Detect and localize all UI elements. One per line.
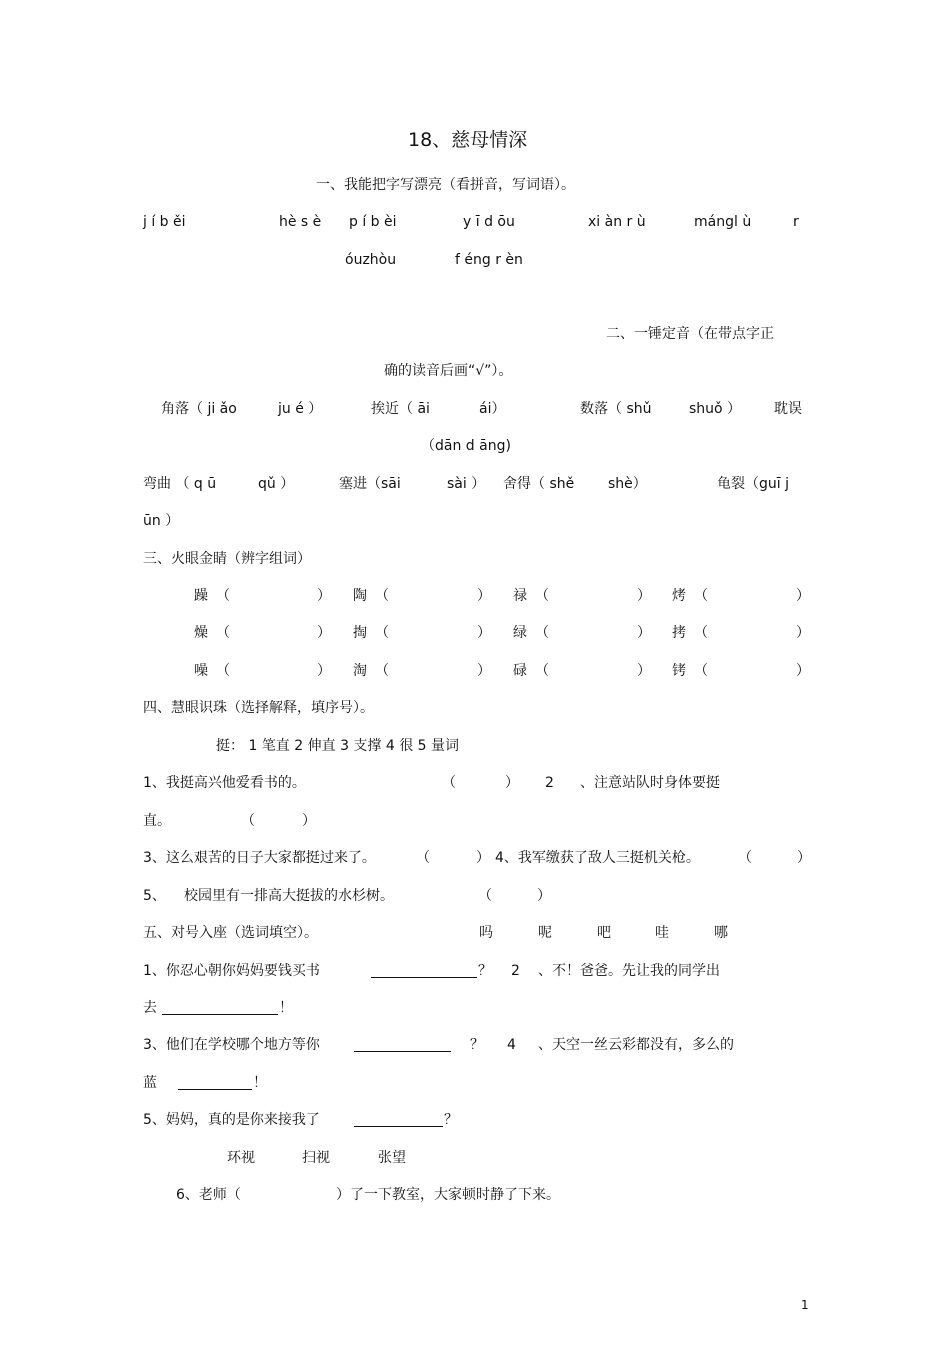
question-text: 3、他们在学校哪个地方等你 xyxy=(143,1037,320,1053)
paren-close: ） xyxy=(505,775,519,791)
word-choice: 环视 xyxy=(227,1150,255,1166)
paren-close: ） xyxy=(477,588,491,604)
pinyin-item: j í b ěi xyxy=(143,214,186,230)
question-number: 4 xyxy=(507,1037,516,1053)
question-text: 去 xyxy=(143,1000,157,1016)
paren-open: （ xyxy=(535,663,549,679)
section5-heading: 五、对号入座（选词填空）。 xyxy=(143,925,318,941)
paren-open: （ xyxy=(375,625,389,641)
pinyin-item: y ī d ōu xyxy=(463,214,515,230)
char-item: 烤 xyxy=(672,588,686,604)
reading-item: shuǒ ） xyxy=(689,401,742,417)
pinyin-item: r xyxy=(793,214,799,230)
section1-heading: 一、我能把字写漂亮（看拼音，写词语）。 xyxy=(316,177,575,193)
reading-item: （dān d āng) xyxy=(421,438,511,454)
paren-open: （ xyxy=(216,588,230,604)
question-text: 直。 xyxy=(143,813,171,829)
section2-heading: 二、一锤定音（在带点字正 xyxy=(606,326,774,342)
reading-item: 舍得（ shě xyxy=(503,476,575,492)
reading-item: sài ） xyxy=(447,476,486,492)
question-punct: ？ xyxy=(478,963,492,979)
paren-open: （ xyxy=(535,625,549,641)
fill-blank[interactable] xyxy=(178,1075,252,1090)
question-punct: ？ xyxy=(470,1037,484,1053)
section4-heading: 四、慧眼识珠（选择解释，填序号）。 xyxy=(143,700,374,716)
reading-item: ūn ） xyxy=(143,513,180,529)
reading-item: 耽误 xyxy=(774,401,802,417)
pinyin-item: p í b èi xyxy=(349,214,397,230)
question-text: 6、老师（ xyxy=(176,1187,241,1203)
paren-open: （ xyxy=(694,588,708,604)
char-item: 淘 xyxy=(353,663,367,679)
char-item: 绿 xyxy=(513,625,527,641)
pinyin-item: óuzhòu xyxy=(345,252,397,268)
paren-close: ） xyxy=(796,588,810,604)
fill-blank[interactable] xyxy=(354,1037,451,1052)
char-item: 噪 xyxy=(194,663,208,679)
reading-item: 角落（ ji ǎo xyxy=(161,401,237,417)
paren-open: （ xyxy=(216,625,230,641)
word-choice: 吧 xyxy=(597,925,611,941)
paren-open: （ xyxy=(478,888,492,904)
reading-item: 挨近（ āi xyxy=(371,401,430,417)
section3-heading: 三、火眼金睛（辨字组词） xyxy=(143,551,311,567)
paren-close: ） xyxy=(797,850,811,866)
reading-item: qǔ ） xyxy=(258,476,295,492)
page-title: 18、慈母情深 xyxy=(408,129,528,151)
question-number: 5、 xyxy=(143,888,166,904)
reading-item: shè） xyxy=(608,476,647,492)
pinyin-item: f éng r èn xyxy=(455,252,523,268)
question-text: ）了一下教室，大家顿时静了下来。 xyxy=(336,1187,560,1203)
paren-close: ） xyxy=(796,625,810,641)
reading-item: 弯曲 （ q ū xyxy=(143,476,217,492)
char-item: 掏 xyxy=(353,625,367,641)
page-number: 1 xyxy=(801,1298,809,1312)
paren-close: ） xyxy=(317,588,331,604)
question-text: 、天空一丝云彩都没有，多么的 xyxy=(538,1037,734,1053)
question-text: 4、我军缴获了敌人三挺机关枪。 xyxy=(495,850,700,866)
char-item: 躁 xyxy=(194,588,208,604)
char-item: 燥 xyxy=(194,625,208,641)
paren-close: ） xyxy=(302,813,316,829)
fill-blank[interactable] xyxy=(371,963,477,978)
char-item: 拷 xyxy=(672,625,686,641)
section2-heading-cont: 确的读音后画“√”）。 xyxy=(384,363,513,379)
reading-item: 塞进（sāi xyxy=(339,476,401,492)
question-text: 1、我挺高兴他爱看书的。 xyxy=(143,775,306,791)
question-text: 、注意站队时身体要挺 xyxy=(580,775,720,791)
paren-open: （ xyxy=(442,775,456,791)
paren-close: ） xyxy=(637,663,651,679)
question-punct: ！ xyxy=(253,1075,267,1091)
reading-item: ju é ） xyxy=(278,401,323,417)
paren-close: ） xyxy=(317,663,331,679)
pinyin-item: mángl ù xyxy=(694,214,752,230)
word-choice: 吗 xyxy=(479,925,493,941)
pinyin-item: xi àn r ù xyxy=(588,214,646,230)
paren-close: ） xyxy=(637,625,651,641)
paren-open: （ xyxy=(241,813,255,829)
paren-open: （ xyxy=(694,625,708,641)
fill-blank[interactable] xyxy=(162,1000,278,1015)
paren-open: （ xyxy=(694,663,708,679)
paren-close: ） xyxy=(476,850,490,866)
char-item: 陶 xyxy=(353,588,367,604)
reading-item: 龟裂（guī j xyxy=(717,476,789,492)
question-number: 2 xyxy=(545,775,554,791)
paren-close: ） xyxy=(477,663,491,679)
paren-open: （ xyxy=(216,663,230,679)
fill-blank[interactable] xyxy=(354,1112,443,1127)
char-item: 碌 xyxy=(513,663,527,679)
pinyin-item: hè s è xyxy=(279,214,322,230)
question-text: 1、你忍心朝你妈妈要钱买书 xyxy=(143,963,320,979)
reading-item: ái） xyxy=(479,401,506,417)
word-choice: 哪 xyxy=(714,925,728,941)
question-text: 5、妈妈，真的是你来接我了 xyxy=(143,1112,320,1128)
word-choice: 哇 xyxy=(655,925,669,941)
reading-item: 数落（ shǔ xyxy=(580,401,652,417)
definition-options: 挺： 1 笔直 2 伸直 3 支撑 4 很 5 量词 xyxy=(216,738,460,754)
question-number: 2 xyxy=(511,963,520,979)
paren-open: （ xyxy=(416,850,430,866)
paren-close: ） xyxy=(477,625,491,641)
paren-open: （ xyxy=(535,588,549,604)
question-text: 3、这么艰苦的日子大家都挺过来了。 xyxy=(143,850,376,866)
paren-open: （ xyxy=(738,850,752,866)
paren-close: ） xyxy=(796,663,810,679)
word-choice: 扫视 xyxy=(302,1150,330,1166)
paren-open: （ xyxy=(375,663,389,679)
word-choice: 呢 xyxy=(538,925,552,941)
question-punct: ！ xyxy=(279,1000,293,1016)
question-punct: ？ xyxy=(444,1112,458,1128)
paren-close: ） xyxy=(537,888,551,904)
char-item: 禄 xyxy=(513,588,527,604)
question-text: 蓝 xyxy=(143,1075,157,1091)
word-choice: 张望 xyxy=(378,1150,406,1166)
question-text: 校园里有一排高大挺拔的水杉树。 xyxy=(184,888,394,904)
char-item: 铐 xyxy=(672,663,686,679)
paren-close: ） xyxy=(637,588,651,604)
question-text: 、不！爸爸。先让我的同学出 xyxy=(538,963,720,979)
paren-close: ） xyxy=(317,625,331,641)
paren-open: （ xyxy=(375,588,389,604)
